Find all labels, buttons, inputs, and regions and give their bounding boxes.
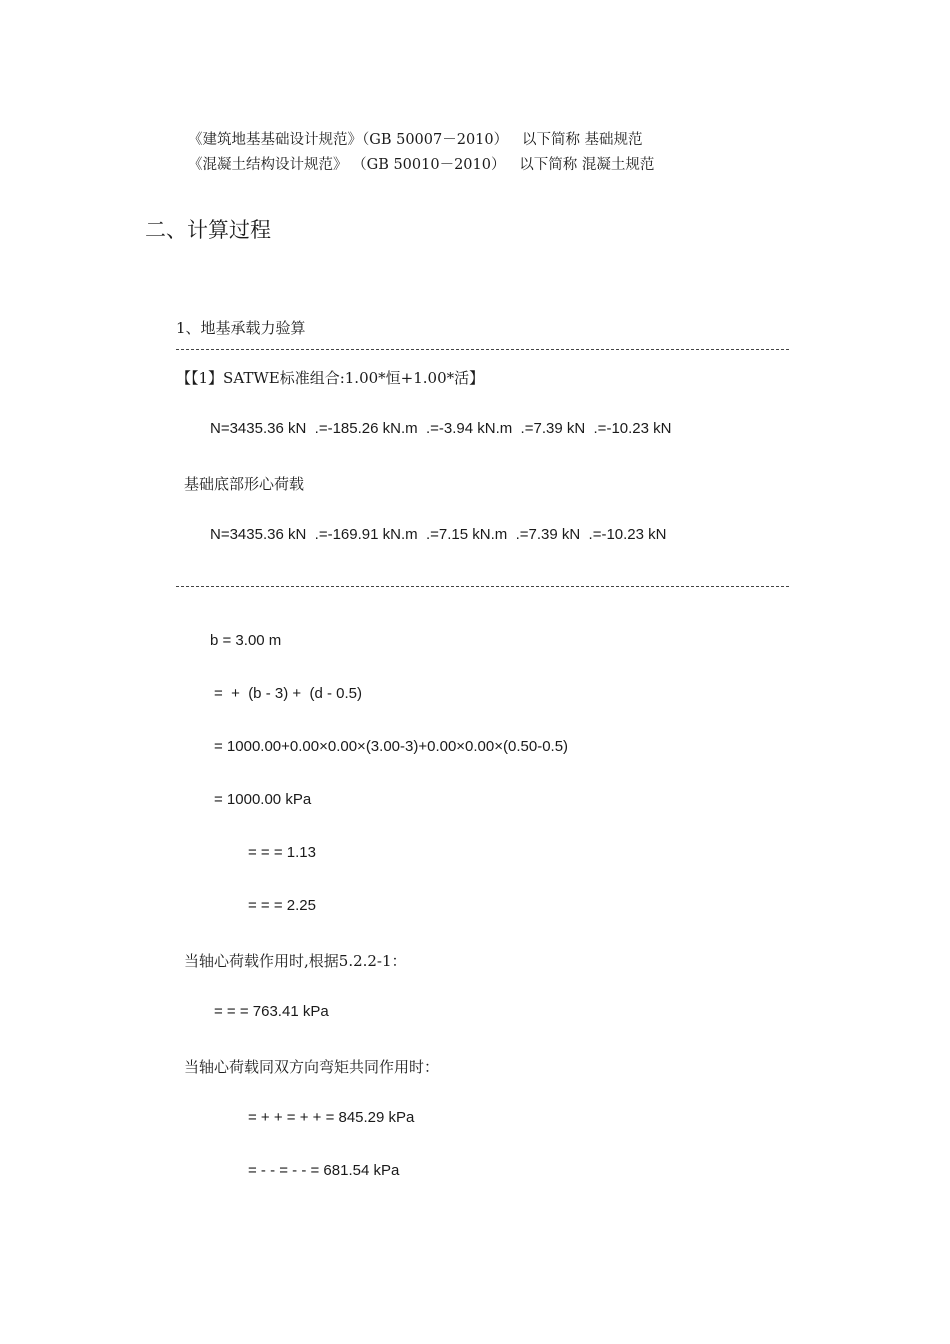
axial-pressure-result: = = = 763.41 kPa [214,1003,329,1020]
width-b: b = 3.00 m [210,632,282,649]
section-title: 二、计算过程 [145,218,271,242]
pmin-result: = - - = - - = 681.54 kPa [248,1162,400,1179]
ratio-result-2: = = = 2.25 [248,897,316,914]
bearing-result: = 1000.00 kPa [214,791,312,808]
bearing-substitution: = 1000.00+0.00×0.00×(3.00-3)+0.00×0.00×(0.50-0.5) [214,738,569,755]
biaxial-load-label: 当轴心荷载同双方向弯矩共同作用时： [184,1058,440,1076]
load-combination-title: 【【1】SATWE标准组合:1.00*恒+1.00*活】 [176,369,485,387]
load-values-top: N=3435.36 kN .=-185.26 kN.m .=-3.94 kN.m .=7.39 kN .=-10.23 kN [210,420,672,437]
bearing-formula: = + (b - 3) + (d - 0.5) [214,685,362,702]
pmax-result: = + + = + + = 845.29 kPa [248,1109,415,1126]
dashed-divider-bottom [176,586,789,587]
subsection-title: 1、地基承载力验算 [176,319,306,337]
reference-foundation-code: 《建筑地基基础设计规范》（GB 50007－2010） 以下简称 基础规范 [188,132,643,148]
centroid-load-label: 基础底部形心荷载 [184,475,305,493]
reference-concrete-code: 《混凝土结构设计规范》 （GB 50010－2010） 以下简称 混凝土规范 [188,157,655,173]
ratio-result-1: = = = 1.13 [248,844,316,861]
load-values-centroid: N=3435.36 kN .=-169.91 kN.m .=7.15 kN.m .=7.39 kN .=-10.23 kN [210,526,667,543]
dashed-divider-top [176,349,789,350]
axial-load-label: 当轴心荷载作用时,根据5.2.2-1： [184,952,407,970]
